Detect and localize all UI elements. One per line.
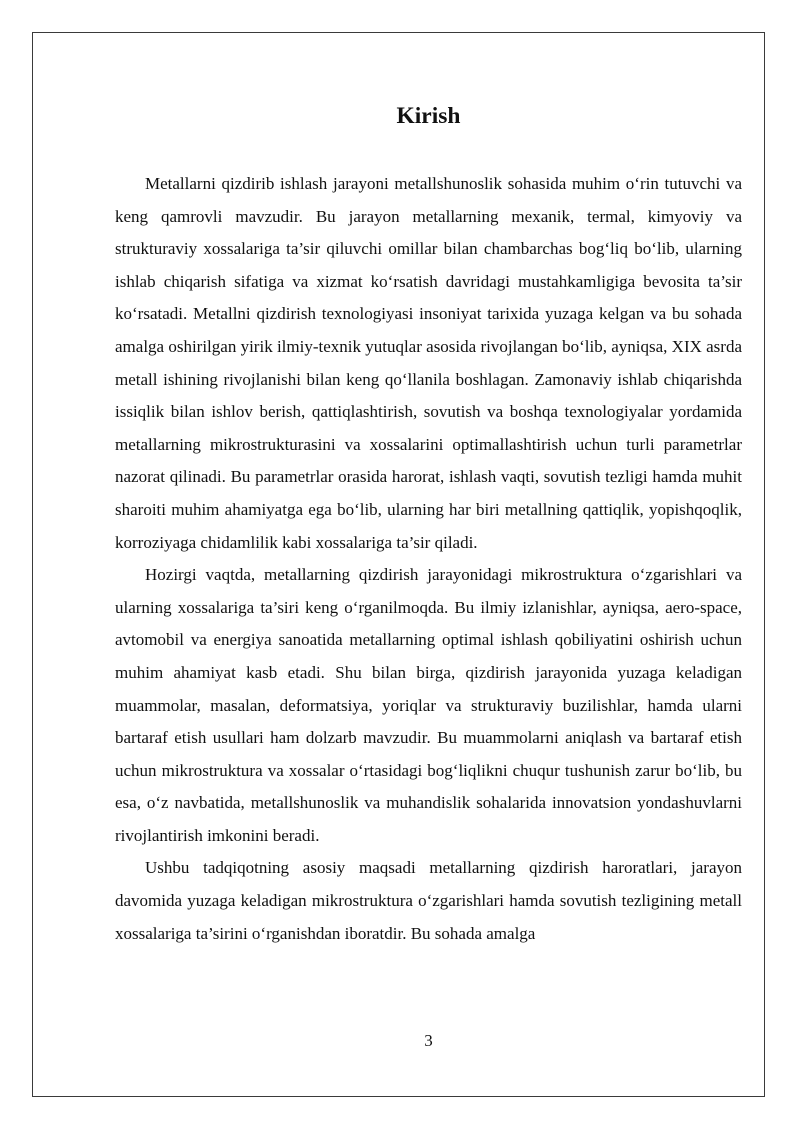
paragraph-2: Hozirgi vaqtda, metallarning qizdirish jarayonidagi mikrostruktura o‘zgarishlari va ularning xossalariga ta’siri keng o‘rganilmoqda. Bu ilmiy izlanishlar, ayniqsa, aero-space, avtomobil va energiya sanoatida metallarning optimal ishlash qobiliyatini oshirish uchun muhim ahamiyat kasb etadi. Shu bilan birga, qizdirish jarayonida yuzaga keladigan muammolar, masalan, deformatsiya, yoriqlar va strukturaviy buzilishlar, hamda ularni bartaraf etish usullari ham dolzarb mavzudir. Bu muammolarni aniqlash va bartaraf etish uchun mikrostruktura va xossalar o‘rtasidagi bog‘liqlikni chuqur tushunish zarur bo‘lib, bu esa, o‘z navbatida, metallshunoslik va muhandislik sohalarida innovatsion yondashuvlarni rivojlantirish imkonini beradi. xyxy=(115,565,742,845)
paragraph-1: Metallarni qizdirib ishlash jarayoni metallshunoslik sohasida muhim o‘rin tutuvchi va keng qamrovli mavzudir. Bu jarayon metallarning mexanik, termal, kimyoviy va strukturaviy xossalariga ta’sir qiluvchi omillar bilan chambarchas bog‘liq bo‘lib, ularning ishlab chiqarish sifatiga va xizmat ko‘rsatish davridagi mustahkamligiga bevosita ta’sir ko‘rsatadi. Metallni qizdirish texnologiyasi insoniyat tarixida yuzaga kelgan va bu sohada amalga oshirilgan yirik ilmiy-texnik yutuqlar asosida rivojlangan bo‘lib, ayniqsa, XIX asrda metall ishining rivojlanishi bilan keng qo‘llanila boshlagan. Zamonaviy ishlab chiqarishda issiqlik bilan ishlov berish, qattiqlashtirish, sovutish va boshqa texnologiyalar yordamida metallarning mikrostrukturasini va xossalarini optimallashtirish uchun turli parametrlar nazorat qilinadi. Bu parametrlar orasida harorat, ishlash vaqti, sovutish tezligi hamda muhit sharoiti muhim ahamiyatga ega bo‘lib, ularning har biri metallning qattiqlik, yopishqoqlik, korroziyaga chidamlilik kabi xossalariga ta’sir qiladi. xyxy=(115,174,742,552)
page-title: Kirish xyxy=(396,103,461,129)
document-body xyxy=(115,168,742,950)
page-number: 3 xyxy=(424,1031,433,1050)
paragraph-3: Ushbu tadqiqotning asosiy maqsadi metallarning qizdirish haroratlari, jarayon davomida yuzaga keladigan mikrostruktura o‘zgarishlari hamda sovutish tezligining metall xossalariga ta’sirini o‘rganishdan iboratdir. Bu sohada amalga xyxy=(115,858,742,943)
